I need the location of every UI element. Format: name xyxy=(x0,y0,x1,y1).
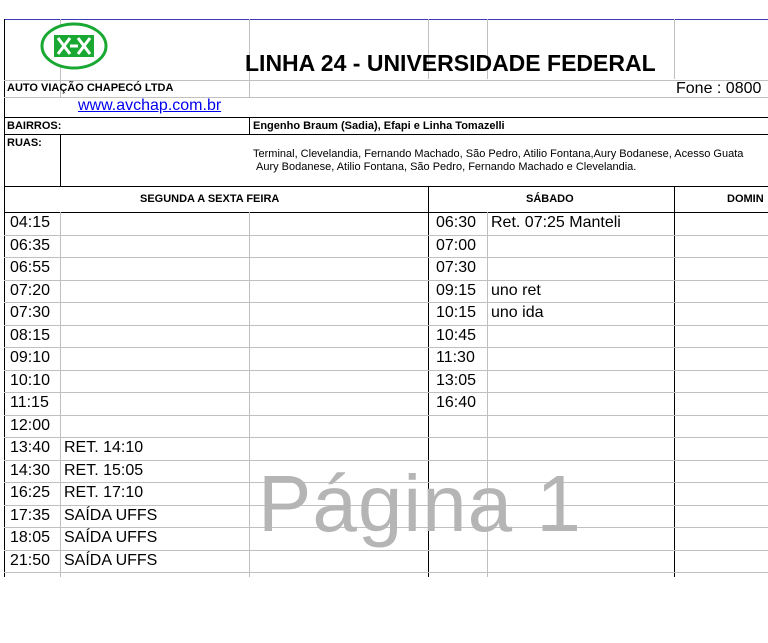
grid-line xyxy=(4,235,768,236)
weekday-time: 21:50 xyxy=(10,551,51,569)
saturday-time: 07:00 xyxy=(436,236,477,254)
saturday-time: 10:45 xyxy=(436,326,477,344)
saturday-time: 10:15 xyxy=(436,304,477,321)
page-title: LINHA 24 - UNIVERSIDADE FEDERAL xyxy=(245,50,656,76)
weekday-time: 14:30 xyxy=(10,461,51,479)
weekday-time: 17:35 xyxy=(10,506,51,524)
grid-line xyxy=(674,19,675,79)
weekday-time: 04:15 xyxy=(10,214,51,231)
grid-line xyxy=(4,302,768,303)
grid-line xyxy=(4,186,768,187)
weekday-note: SAÍDA UFFS xyxy=(64,506,158,524)
weekday-time: 08:15 xyxy=(10,326,51,344)
grid-line xyxy=(60,134,61,186)
grid-line xyxy=(4,80,768,81)
grid-line xyxy=(4,280,768,281)
weekday-time: 12:00 xyxy=(10,416,51,434)
top-border xyxy=(4,19,768,20)
saturday-time: 13:05 xyxy=(436,371,477,389)
weekday-time: 07:20 xyxy=(10,281,51,299)
weekday-time: 16:25 xyxy=(10,484,51,501)
grid-line xyxy=(4,415,768,416)
weekday-time: 07:30 xyxy=(10,304,51,321)
grid-line xyxy=(4,392,768,393)
weekday-time: 09:10 xyxy=(10,349,51,366)
weekday-note: RET. 15:05 xyxy=(64,461,144,479)
company-logo xyxy=(40,22,108,70)
grid-line xyxy=(4,134,768,135)
weekday-header: SEGUNDA A SEXTA FEIRA xyxy=(140,193,280,205)
website-link[interactable]: www.avchap.com.br xyxy=(78,97,222,114)
logo-icon xyxy=(40,22,108,70)
weekday-note: RET. 17:10 xyxy=(64,484,144,501)
company-name: AUTO VIAÇÃO CHAPECÓ LTDA xyxy=(7,82,174,94)
ruas-line-1: Terminal, Clevelandia, Fernando Machado, São Pedro, Atilio Fontana,Aury Bodanese, Acesso Guata xyxy=(253,148,744,160)
grid-line xyxy=(4,257,768,258)
weekday-time: 06:35 xyxy=(10,236,51,254)
grid-line xyxy=(60,212,61,577)
page-watermark: Página 1 xyxy=(258,459,582,548)
saturday-time: 11:30 xyxy=(436,349,475,366)
bairros-label: BAIRROS: xyxy=(7,120,62,132)
weekday-time: 06:55 xyxy=(10,259,51,276)
grid-line xyxy=(4,117,768,118)
weekday-time: 13:40 xyxy=(10,439,51,456)
ruas-line-2: Aury Bodanese, Atilio Fontana, São Pedro, Fernando Machado e Clevelandia. xyxy=(256,161,637,173)
saturday-note: Ret. 07:25 Manteli xyxy=(491,214,621,231)
weekday-note: SAÍDA UFFS xyxy=(64,551,158,569)
weekday-time: 11:15 xyxy=(10,394,49,411)
weekday-note: RET. 14:10 xyxy=(64,439,144,456)
weekday-time: 10:10 xyxy=(10,371,51,389)
saturday-time: 07:30 xyxy=(436,259,477,276)
grid-line xyxy=(4,370,768,371)
saturday-header: SÁBADO xyxy=(526,193,574,205)
saturday-time: 06:30 xyxy=(436,214,477,231)
saturday-note: uno ida xyxy=(491,304,544,321)
grid-line xyxy=(4,325,768,326)
phone-number: Fone : 0800 xyxy=(676,80,762,97)
grid-line xyxy=(4,437,768,438)
grid-line xyxy=(249,117,250,134)
grid-line xyxy=(674,186,675,577)
bairros-value: Engenho Braum (Sadia), Efapi e Linha Tomazelli xyxy=(253,120,505,132)
grid-line xyxy=(4,347,768,348)
left-border xyxy=(4,19,5,577)
grid-line xyxy=(4,572,768,573)
sunday-header: DOMIN xyxy=(727,193,764,205)
ruas-label: RUAS: xyxy=(7,137,42,149)
saturday-note: uno ret xyxy=(491,281,541,299)
saturday-time: 16:40 xyxy=(436,394,477,411)
weekday-time: 18:05 xyxy=(10,529,51,546)
grid-line xyxy=(4,212,768,213)
saturday-time: 09:15 xyxy=(436,281,477,299)
weekday-note: SAÍDA UFFS xyxy=(64,529,158,546)
grid-line xyxy=(249,212,250,577)
